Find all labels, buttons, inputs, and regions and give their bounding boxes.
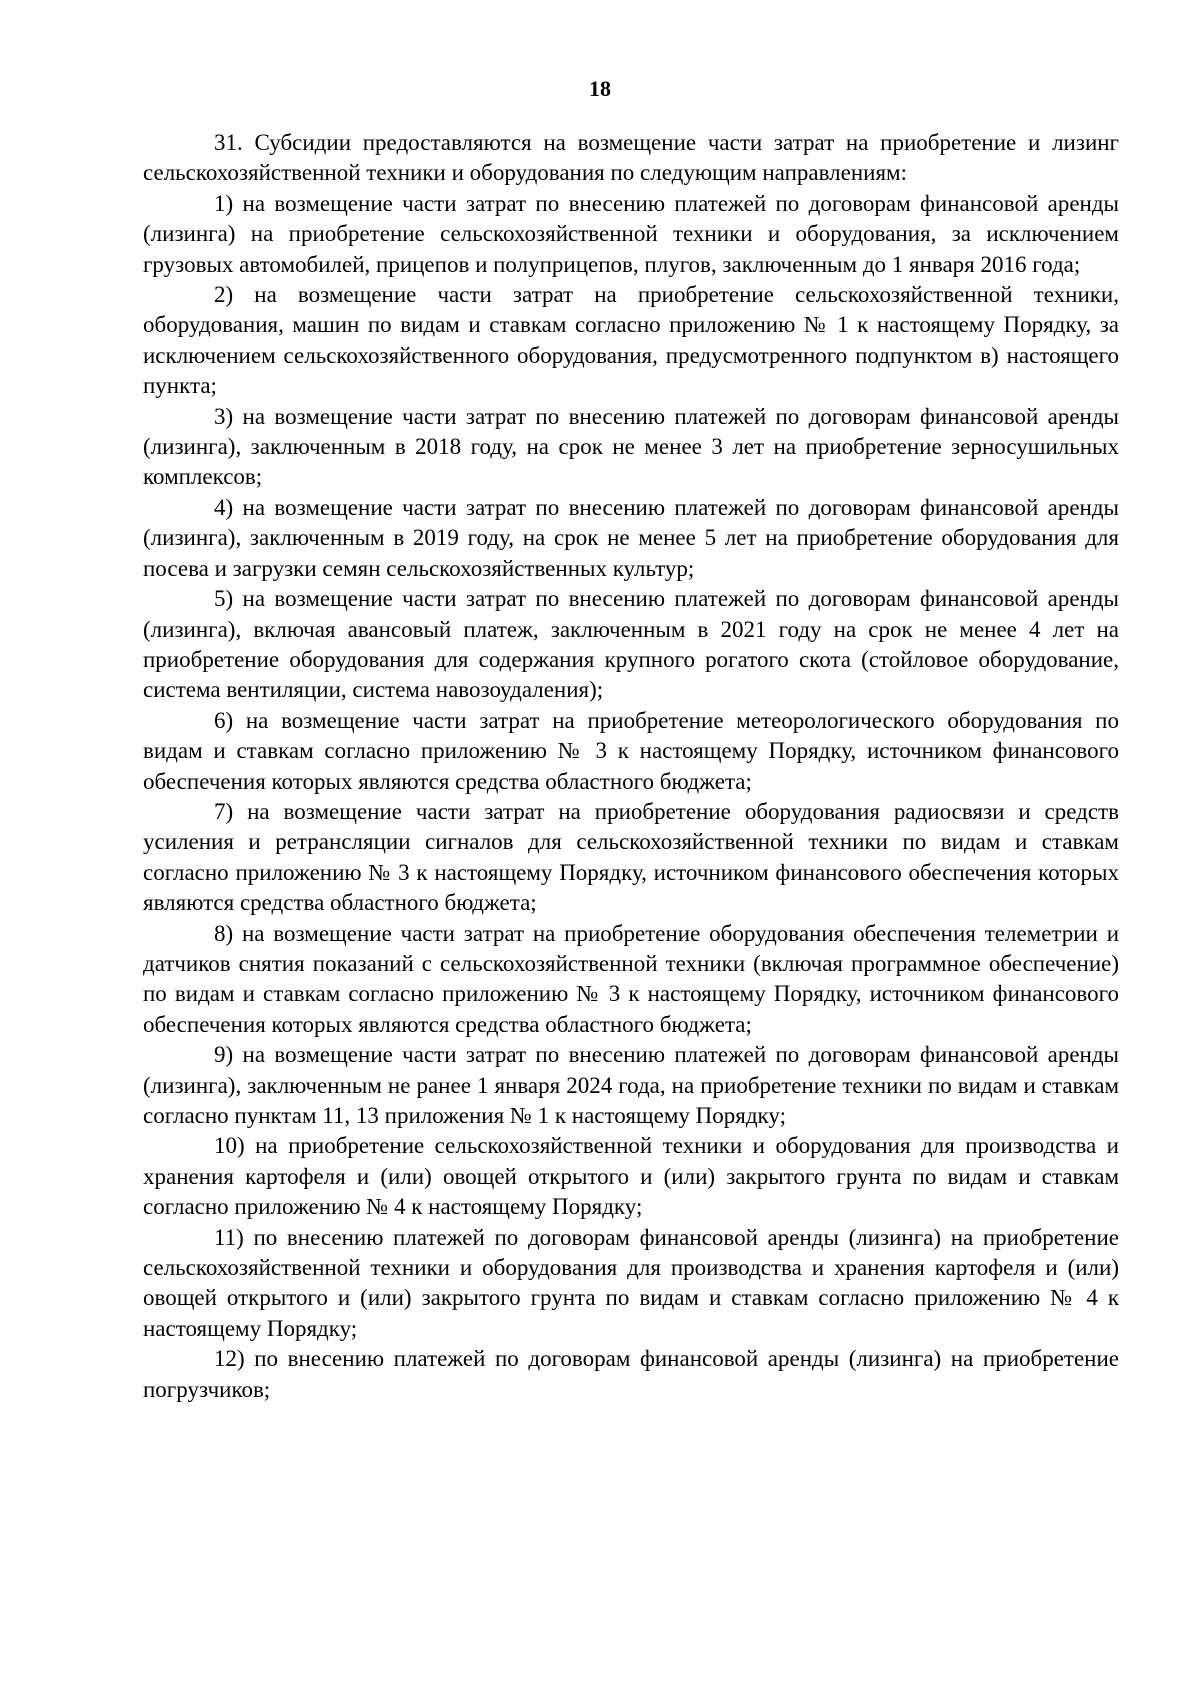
subparagraph-1: 1) на возмещение части затрат по внесению платежей по договорам финансовой аренды (лизинга) на приобретение сельскохозяйственной техники и оборудования, за исключением грузовых автомобилей, прицепов и полуприцепов, плугов, заключенным до 1 января 2016 года; bbox=[143, 190, 1119, 277]
subparagraph-8: 8) на возмещение части затрат на приобретение оборудования обеспечения телеметрии и датчиков снятия показаний с сельскохозяйственной техники (включая программное обеспечение) по видам и ставкам согласно приложению № 3 к настоящему Порядку, источником финансового обеспечения которых являются средства областного бюджета; bbox=[143, 920, 1119, 1037]
subparagraph-9: 9) на возмещение части затрат по внесению платежей по договорам финансовой аренды (лизинга), заключенным не ранее 1 января 2024 года, на приобретение техники по видам и ставкам согласно пунктам 11, 13 приложения № 1 к настоящему Порядку; bbox=[143, 1042, 1119, 1128]
subparagraph-11: 11) по внесению платежей по договорам финансовой аренды (лизинга) на приобретение сельскохозяйственной техники и оборудования для производства и хранения картофеля и (или) овощей открытого и (или) закрытого грунта по видам и ставкам согласно приложению № 4 к настоящему Порядку; bbox=[143, 1224, 1119, 1341]
subparagraph-2: 2) на возмещение части затрат на приобретение сельскохозяйственной техники, оборудования, машин по видам и ставкам согласно приложению № 1 к настоящему Порядку, за исключением сельскохозяйственного оборудования, предусмотренного подпунктом в) настоящего пункта; bbox=[143, 282, 1119, 399]
subparagraph-7: 7) на возмещение части затрат на приобретение оборудования радиосвязи и средств усиления и ретрансляции сигналов для сельскохозяйственной техники по видам и ставкам согласно приложению № 3 к настоящему Порядку, источником финансового обеспечения которых являются средства областного бюджета; bbox=[143, 798, 1119, 916]
subparagraph-12: 12) по внесению платежей по договорам финансовой аренды (лизинга) на приобретение погрузчиков; bbox=[143, 1346, 1119, 1402]
subparagraph-10: 10) на приобретение сельскохозяйственной техники и оборудования для производства и хранения картофеля и (или) овощей открытого и (или) закрытого грунта по видам и ставкам согласно приложению № 4 к настоящему Порядку; bbox=[143, 1133, 1119, 1220]
page-number: 18 bbox=[589, 76, 611, 101]
subparagraph-6: 6) на возмещение части затрат на приобретение метеорологического оборудования по видам и ставкам согласно приложению № 3 к настоящему Порядку, источником финансового обеспечения которых являются средства областного бюджета; bbox=[143, 707, 1119, 794]
paragraph-item-31: 31. Субсидии предоставляются на возмещение части затрат на приобретение и лизинг сельскохозяйственной техники и оборудования по следующим направлениям: bbox=[143, 130, 1119, 186]
subparagraph-4: 4) на возмещение части затрат по внесению платежей по договорам финансовой аренды (лизинга), заключенным в 2019 году, на срок не менее 5 лет на приобретение оборудования для посева и загрузки семян сельскохозяйственных культур; bbox=[143, 494, 1119, 581]
subparagraph-3: 3) на возмещение части затрат по внесению платежей по договорам финансовой аренды (лизинга), заключенным в 2018 году, на срок не менее 3 лет на приобретение зерносушильных комплексов; bbox=[143, 403, 1119, 490]
subparagraph-5: 5) на возмещение части затрат по внесению платежей по договорам финансовой аренды (лизинга), включая авансовый платеж, заключенным в 2021 году на срок не менее 4 лет на приобретение оборудования для содержания крупного рогатого скота (стойловое оборудование, система вентиляции, система навозоудаления); bbox=[143, 586, 1119, 703]
document-body bbox=[143, 128, 1119, 1405]
